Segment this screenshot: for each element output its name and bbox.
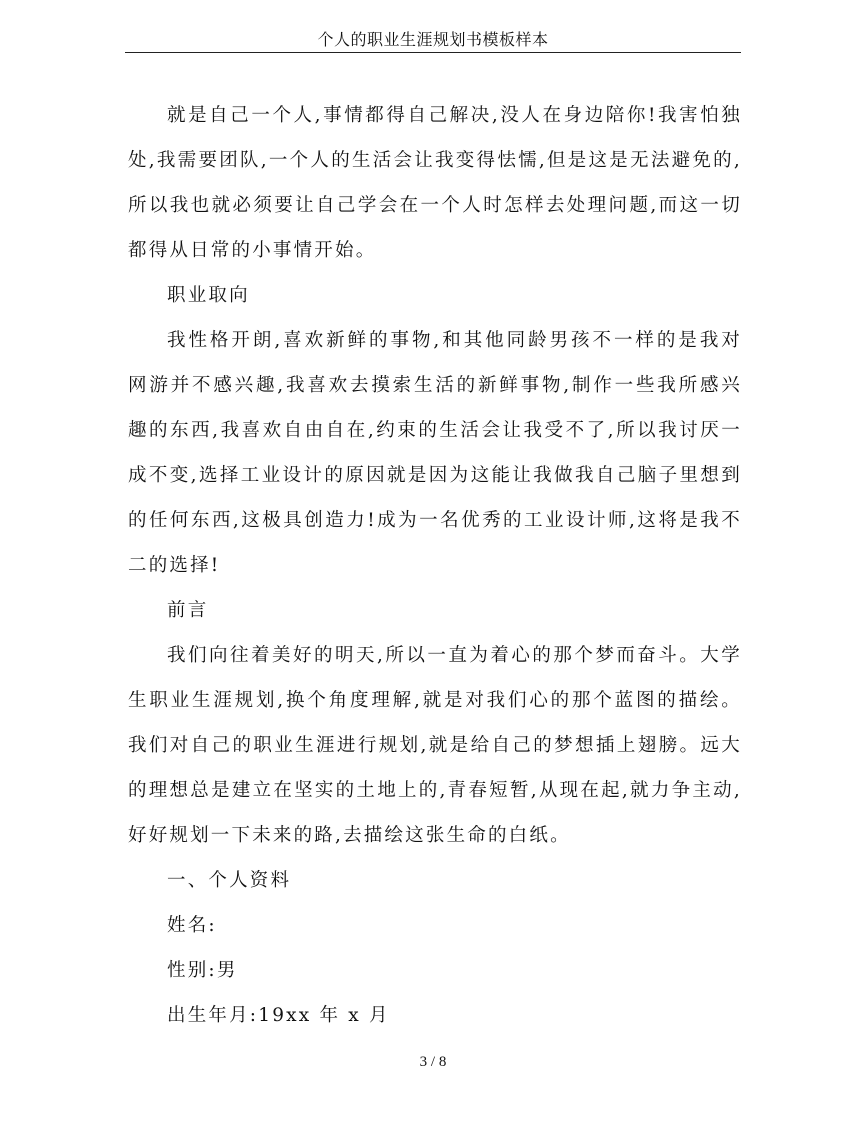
header-divider <box>125 52 741 53</box>
paragraph-solitude: 就是自己一个人,事情都得自己解决,没人在身边陪你!我害怕独处,我需要团队,一个人的生活会让我变得怯懦,但是这是无法避免的,所以我也就必须要让自己学会在一个人时怎样去处理问题,而这一切都得从日常的小事情开始。 <box>128 105 742 261</box>
paragraph-preface: 我们向往着美好的明天,所以一直为着心的那个梦而奋斗。大学生职业生涯规划,换个角度理解,就是对我们心的那个蓝图的描绘。我们对自己的职业生涯进行规划,就是给自己的梦想插上翅膀。远大的理想总是建立在坚实的土地上的,青春短暂,从现在起,就力争主动,好好规划一下未来的路,去描绘这张生命的白纸。 <box>128 645 742 846</box>
section-heading-preface: 前言 <box>167 600 209 621</box>
section-heading-career-orientation: 职业取向 <box>167 285 250 306</box>
section-heading-personal-info: 一、个人资料 <box>167 870 292 891</box>
info-birth-date: 出生年月:19xx 年 x 月 <box>167 1005 390 1026</box>
info-name: 姓名: <box>167 915 217 936</box>
paragraph-personality: 我性格开朗,喜欢新鲜的事物,和其他同龄男孩不一样的是我对网游并不感兴趣,我喜欢去摸索生活的新鲜事物,制作一些我所感兴趣的东西,我喜欢自由自在,约束的生活会让我受不了,所以我讨厌一成不变,选择工业设计的原因就是因为这能让我做我自己脑子里想到的任何东西,这极具创造力!成为一名优秀的工业设计师,这将是我不二的选择! <box>128 330 742 576</box>
page-number: 3 / 8 <box>419 1054 447 1070</box>
document-body <box>128 93 742 1038</box>
page-header-title: 个人的职业生涯规划书模板样本 <box>317 30 549 49</box>
info-gender: 性别:男 <box>167 960 238 981</box>
